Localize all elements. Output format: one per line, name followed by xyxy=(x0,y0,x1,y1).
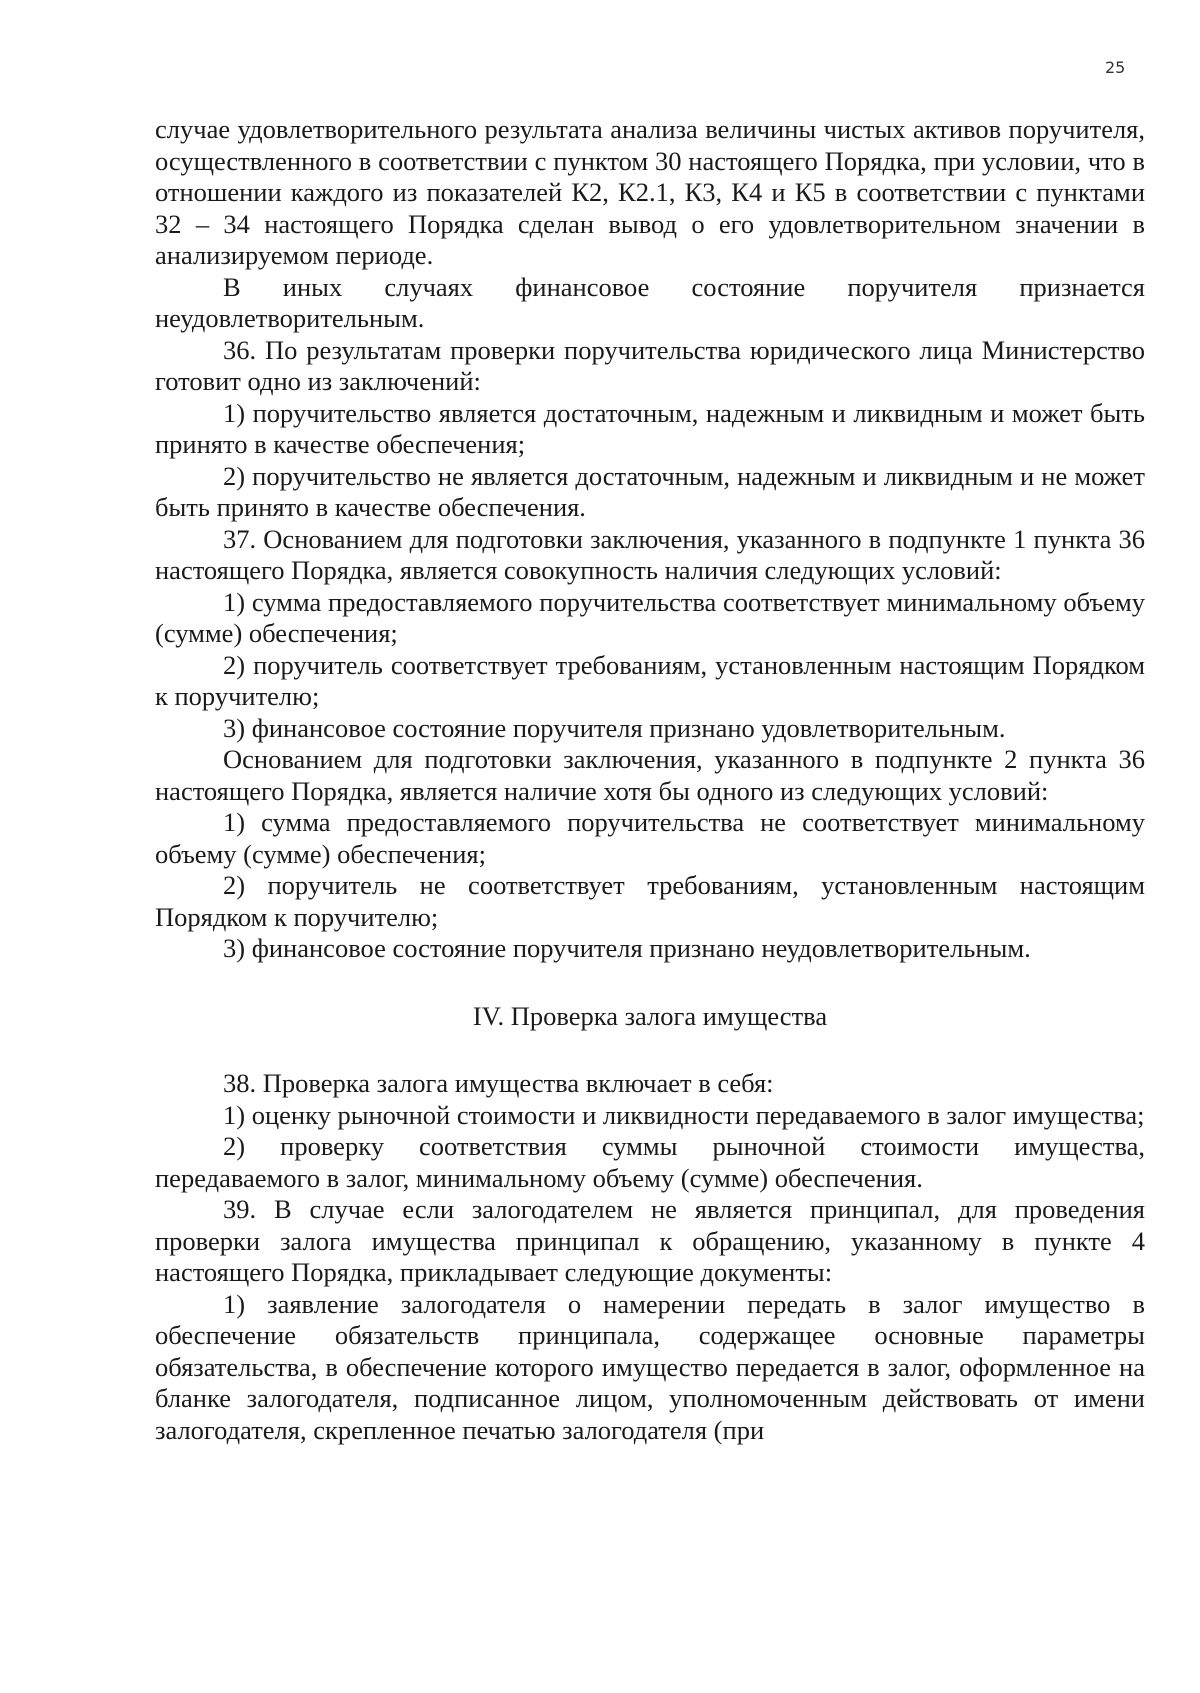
list-item: 2) поручитель соответствует требованиям, установленным настоящим Порядком к поручителю; xyxy=(155,649,1145,711)
list-item: 1) поручительство является достаточным, надежным и ликвидным и может быть принято в качестве обеспечения; xyxy=(155,397,1145,459)
list-item: 3) финансовое состояние поручителя признано удовлетворительным. xyxy=(223,712,1006,743)
list-item: 1) сумма предоставляемого поручительства не соответствует минимальному объему (сумме) обеспечения; xyxy=(155,807,1145,869)
list-item: 1) оценку рыночной стоимости и ликвидности передаваемого в залог имущества; xyxy=(223,1099,1145,1130)
paragraph-36: 36. По результатам проверки поручительства юридического лица Министерство готовит одно из заключений: xyxy=(155,334,1145,396)
list-item: 2) поручитель не соответствует требованиям, установленным настоящим Порядком к поручителю; xyxy=(155,870,1145,932)
paragraph-37: 37. Основанием для подготовки заключения, указанного в подпункте 1 пункта 36 настоящего Порядка, является совокупность наличия следующих условий: xyxy=(155,523,1145,585)
section-heading: IV. Проверка залога имущества xyxy=(472,1000,828,1031)
list-item: 1) заявление залогодателя о намерении передать в залог имущество в обеспечение обязательств принципала, содержащее основные параметры обязательства, в обеспечение которого имущество передается в залог, оформленное на бланке залогодателя, подписанное лицом, уполномоченным действовать от имени залогодателя, скрепленное печатью залогодателя (при xyxy=(155,1288,1145,1445)
paragraph: В иных случаях финансовое состояние поручителя признается неудовлетворительным. xyxy=(155,271,1145,333)
paragraph-38: 38. Проверка залога имущества включает в себя: xyxy=(223,1068,774,1098)
paragraph-39: 39. В случае если залогодателем не является принципал, для проведения проверки залога имущества принципал к обращению, указанному в пункте 4 настоящего Порядка, прикладывает следующие документы: xyxy=(155,1194,1145,1287)
document-body xyxy=(155,114,1145,1446)
list-item: 3) финансовое состояние поручителя признано неудовлетворительным. xyxy=(223,933,1031,963)
page-number: 25 xyxy=(1105,58,1126,77)
list-item: 1) сумма предоставляемого поручительства соответствует минимальному объему (сумме) обеспечения; xyxy=(155,586,1145,648)
list-item: 2) поручительство не является достаточным, надежным и ликвидным и не может быть принято в качестве обеспечения. xyxy=(155,460,1145,522)
paragraph-continuation: случае удовлетворительного результата анализа величины чистых активов поручителя, осуществленного в соответствии с пунктом 30 настоящего Порядка, при условии, что в отношении каждого из показателей К2, К2.1, К3, К4 и К5 в соответствии с пунктами 32 – 34 настоящего Порядка сделан вывод о его удовлетворительном значении в анализируемом периоде. xyxy=(155,114,1145,270)
list-item: 2) проверку соответствия суммы рыночной стоимости имущества, передаваемого в залог, минимальному объему (сумме) обеспечения. xyxy=(155,1131,1145,1193)
paragraph: Основанием для подготовки заключения, указанного в подпункте 2 пункта 36 настоящего Порядка, является наличие хотя бы одного из следующих условий: xyxy=(155,744,1145,806)
